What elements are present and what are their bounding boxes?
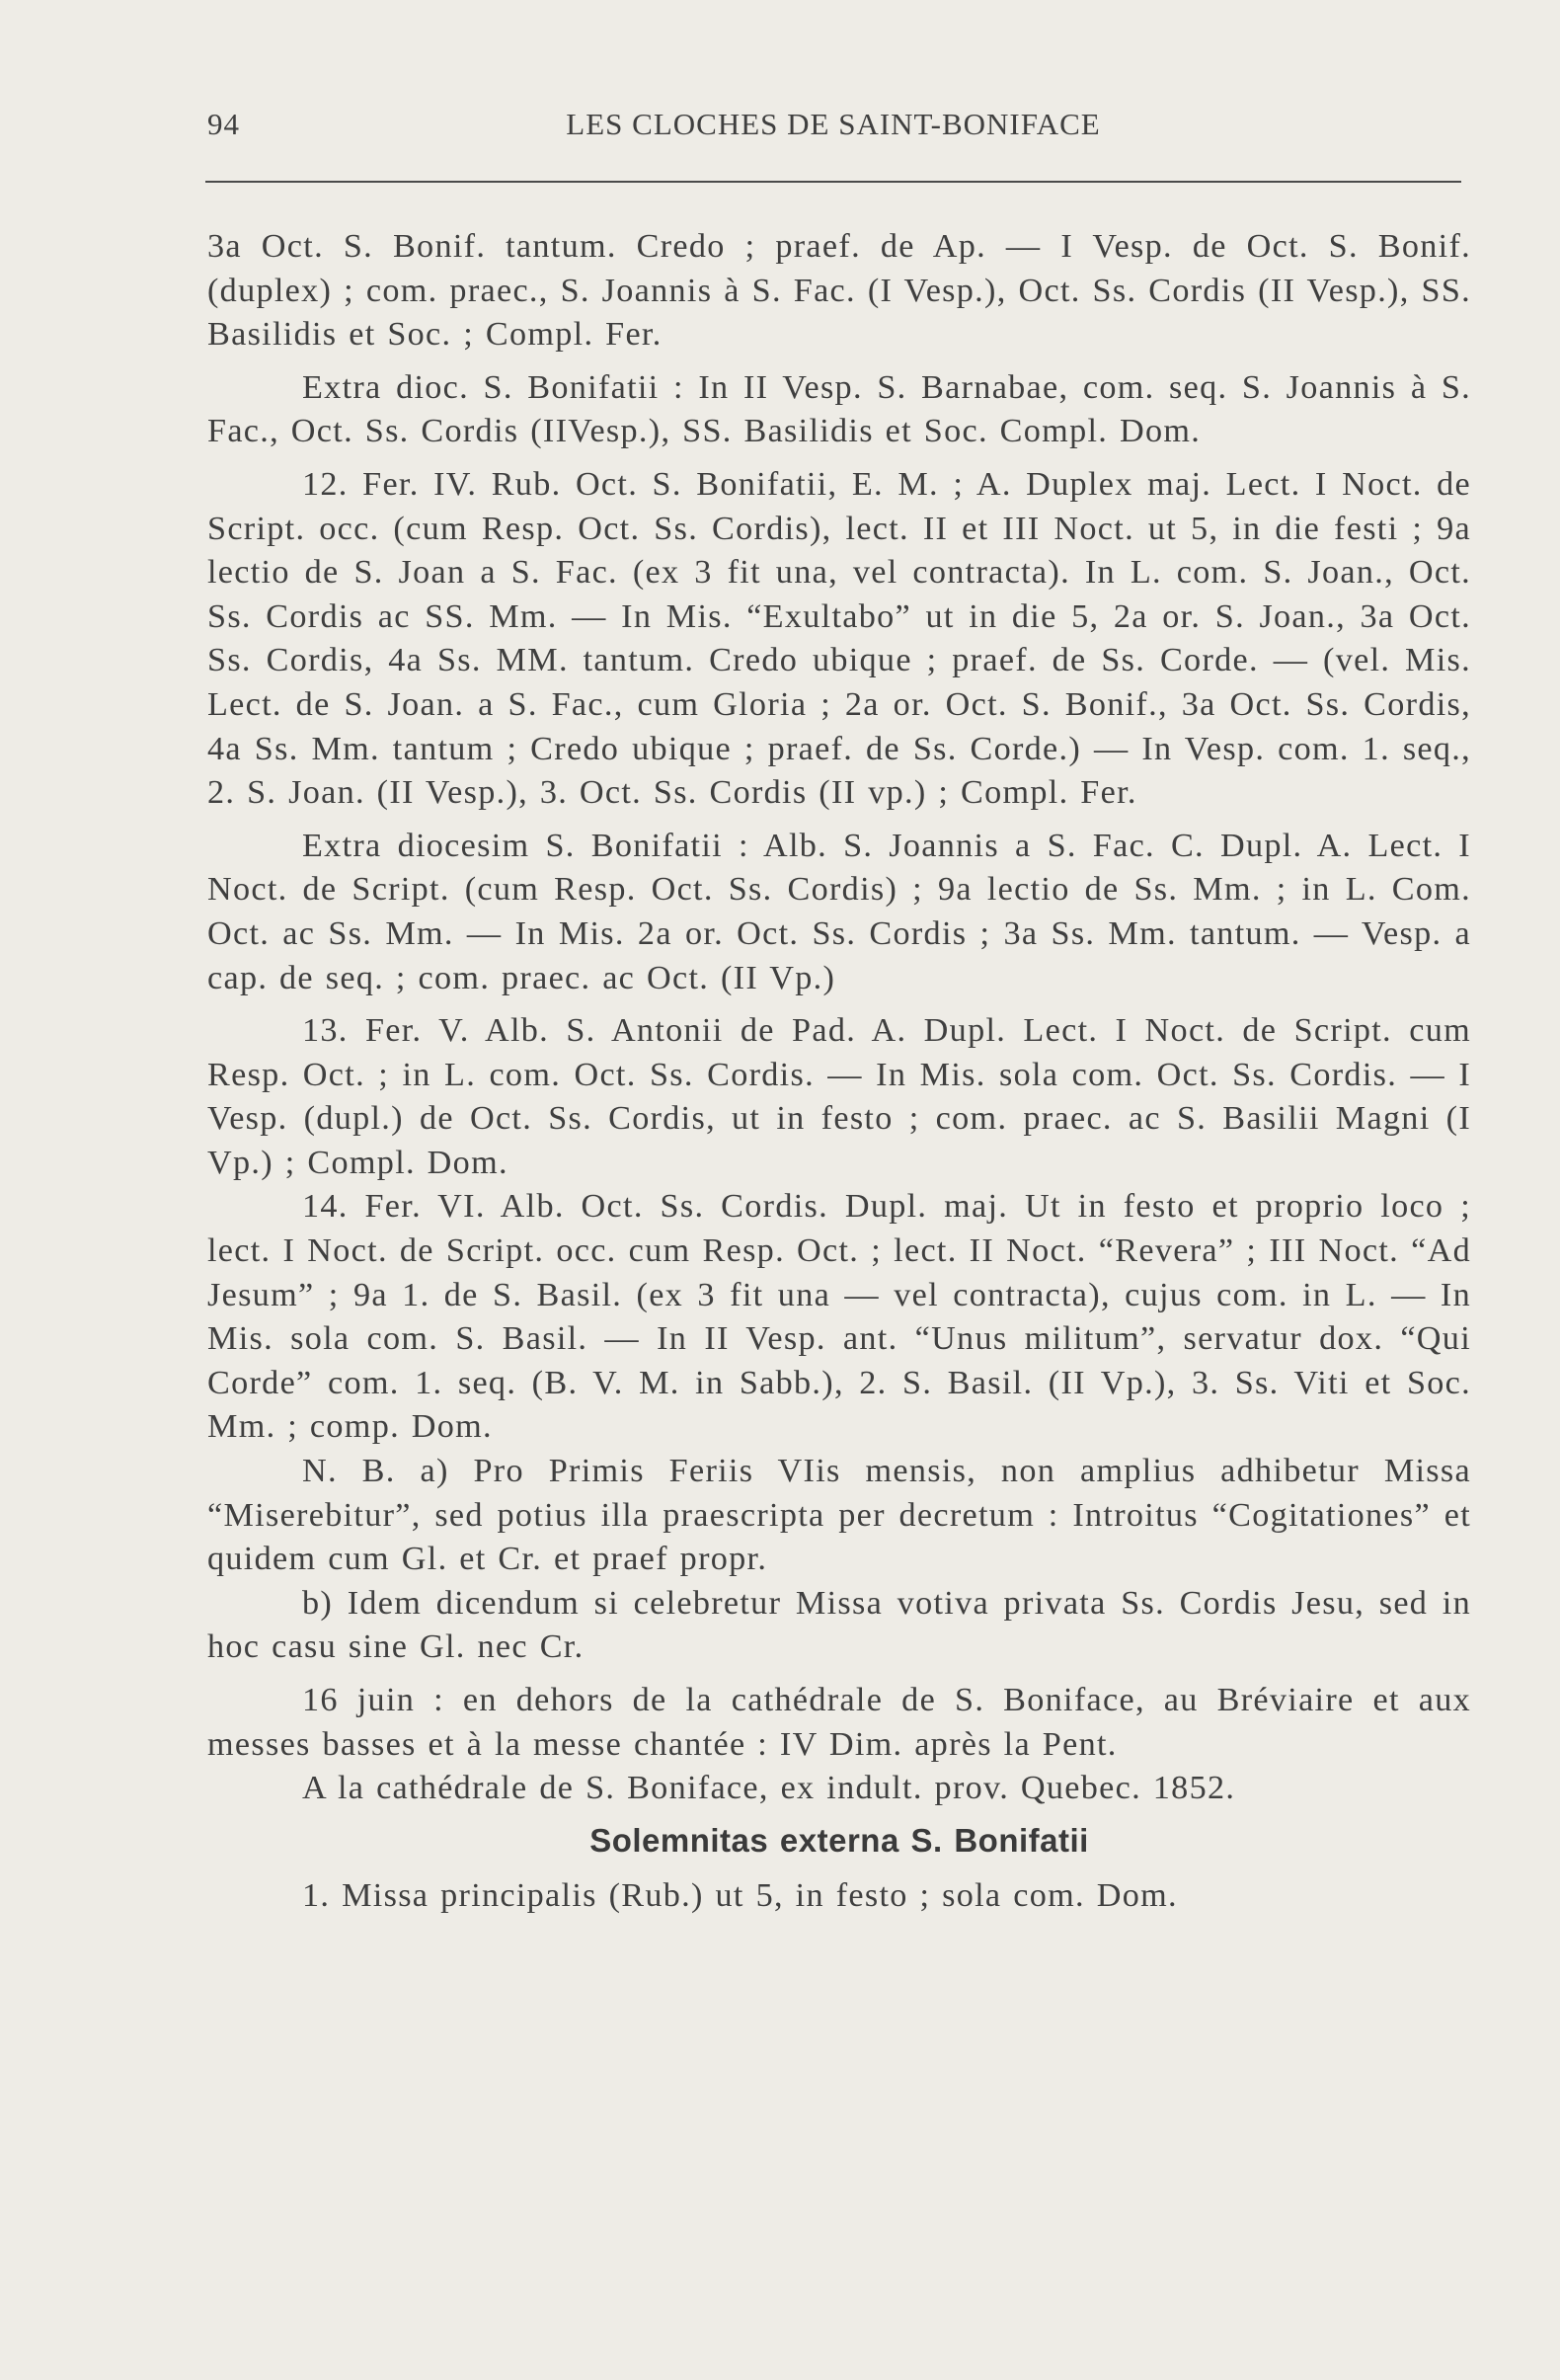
- paragraph-nota-bene-b: b) Idem dicendum si celebretur Missa votiva privata Ss. Cordis Jesu, sed in hoc casu sine Gl. nec Cr.: [207, 1584, 1471, 1666]
- page-header: [207, 99, 1459, 148]
- paragraph-continued: 3a Oct. S. Bonif. tantum. Credo ; praef. de Ap. — I Vesp. de Oct. S. Bonif. (duplex) ; com. praec., S. Joannis à S. Fac. (I Vesp.), Oct. Ss. Cordis (II Vesp.), SS. Basilidis et Soc. ; Compl. Fer.: [207, 228, 1471, 354]
- running-title: LES CLOCHES DE SAINT-BONIFACE: [566, 107, 1101, 141]
- page-body: [207, 225, 1471, 1918]
- paragraph-extra-diocesim: Extra diocesim S. Bonifatii : Alb. S. Joannis a S. Fac. C. Dupl. A. Lect. I Noct. de Script. (cum Resp. Oct. Ss. Cordis) ; 9a lectio de Ss. Mm. ; in L. Com. Oct. ac Ss. Mm. — In Mis. 2a or. Oct. Ss. Cordis ; 3a Ss. Mm. tantum. — Vesp. a cap. de seq. ; com. praec. ac Oct. (II Vp.): [207, 827, 1471, 996]
- paragraph-cathedrale: A la cathédrale de S. Boniface, ex indult. prov. Quebec. 1852.: [302, 1770, 1236, 1807]
- paragraph-16-juin: 16 juin : en dehors de la cathédrale de S. Boniface, au Bréviaire et aux messes basses et à la messe chantée : IV Dim. après la Pent.: [207, 1682, 1471, 1763]
- paragraph-missa-principalis: 1. Missa principalis (Rub.) ut 5, in festo ; sola com. Dom.: [302, 1876, 1178, 1914]
- paragraph-day-13: 13. Fer. V. Alb. S. Antonii de Pad. A. Dupl. Lect. I Noct. de Script. cum Resp. Oct. ; in L. com. Oct. Ss. Cordis. — In Mis. sola com. Oct. Ss. Cordis. — I Vesp. (dupl.) de Oct. Ss. Cordis, ut in festo ; com. praec. ac S. Basilii Magni (I Vp.) ; Compl. Dom.: [207, 1012, 1471, 1181]
- paragraph-day-14: 14. Fer. VI. Alb. Oct. Ss. Cordis. Dupl. maj. Ut in festo et proprio loco ; lect. I Noct. de Script. occ. cum Resp. Oct. ; lect. II Noct. “Revera” ; III Noct. “Ad Jesum” ; 9a 1. de S. Basil. (ex 3 fit una — vel contracta), cujus com. in L. — In Mis. sola com. S. Basil. — In II Vesp. ant. “Unus militum”, servatur dox. “Qui Corde” com. 1. seq. (B. V. M. in Sabb.), 2. S. Basil. (II Vp.), 3. Ss. Viti et Soc. Mm. ; comp. Dom.: [207, 1188, 1471, 1446]
- page-number: 94: [207, 107, 240, 141]
- paragraph-nota-bene-a: N. B. a) Pro Primis Feriis VIis mensis, non amplius adhibetur Missa “Miserebitur”, sed potius illa praescripta per decretum : Introitus “Cogitationes” et quidem cum Gl. et Cr. et praef propr.: [207, 1453, 1471, 1578]
- paragraph-extra-dioc: Extra dioc. S. Bonifatii : In II Vesp. S. Barnabae, com. seq. S. Joannis à S. Fac., Oct. Ss. Cordis (IIVesp.), SS. Basilidis et Soc. Compl. Dom.: [207, 368, 1471, 450]
- paragraph-day-12: 12. Fer. IV. Rub. Oct. S. Bonifatii, E. M. ; A. Duplex maj. Lect. I Noct. de Script. occ. (cum Resp. Oct. Ss. Cordis), lect. II et III Noct. ut 5, in die festi ; 9a lectio de S. Joan a S. Fac. (ex 3 fit una, vel contracta). In L. com. S. Joan., Oct. Ss. Cordis ac SS. Mm. — In Mis. “Exultabo” ut in die 5, 2a or. S. Joan., 3a Oct. Ss. Cordis, 4a Ss. MM. tantum. Credo ubique ; praef. de Ss. Corde. — (vel. Mis. Lect. de S. Joan. a S. Fac., cum Gloria ; 2a or. Oct. S. Bonif., 3a Oct. Ss. Cordis, 4a Ss. Mm. tantum ; Credo ubique ; praef. de Ss. Corde.) — In Vesp. com. 1. seq., 2. S. Joan. (II Vesp.), 3. Oct. Ss. Cordis (II vp.) ; Compl. Fer.: [207, 465, 1471, 812]
- section-heading: Solemnitas externa S. Bonifatii: [589, 1821, 1089, 1859]
- header-rule: [205, 181, 1461, 183]
